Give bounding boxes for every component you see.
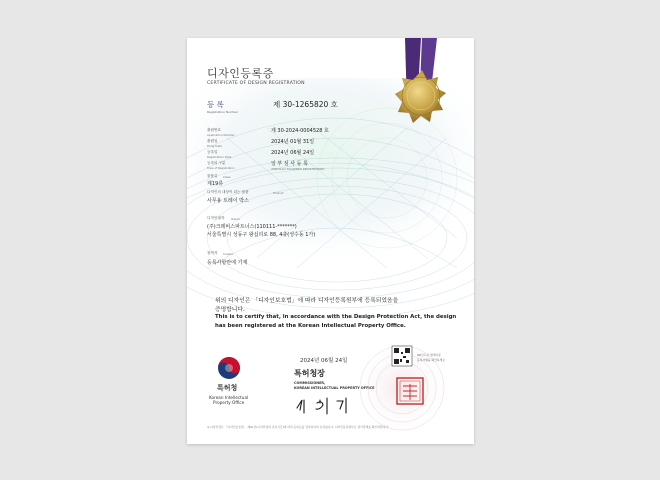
kipo-logo-en-line-1: Korean Intellectual (209, 395, 249, 400)
owner-name: (주)크레비스파트너스(110111-*******) (207, 224, 297, 230)
application-number: 제 30-2024-0004528 호 (271, 128, 329, 134)
creator-label: 창작자 (207, 251, 218, 255)
registration-label-en: Registration Number (207, 110, 239, 114)
issuer-title: 특허청장 (294, 369, 325, 378)
owner-label: 디자인권자 (207, 216, 225, 220)
registration-type-label-en: Type of Registration (207, 166, 235, 170)
application-number-label-en: Application Number (207, 133, 235, 137)
registration-date: 2024년 06월 24일 (271, 150, 315, 156)
owner-label-en: Owner (231, 217, 241, 221)
issuer-title-en-line-1: COMMISSIONER, (294, 381, 326, 385)
kipo-logo-emblem (218, 357, 240, 379)
statement-ko-line-1: 위의 디자인은 「디자인보호법」에 따라 디자인등록원부에 등록되었음을 (215, 298, 399, 304)
footer-note: ※ 디자인권은 「디자인보호법」 제91조(디자인권의 존속기간)에 따라 등록료를 납부하여야 유지됩니다. 디자인등록원부로 권리관계를 확인바랍니다. (207, 425, 389, 429)
statement-en-line-1: This is to certify that, in accordance with the Design Protection Act, the design (215, 314, 457, 320)
design-certificate (187, 38, 474, 444)
issue-date: 2024년 06월 24일 (300, 358, 348, 364)
statement-en-line-2: has been registered at the Korean Intellectual Property Office. (215, 323, 406, 329)
registration-number: 제 30-1265820 호 (273, 100, 338, 109)
registration-date-label-en: Registration Date (207, 155, 232, 159)
registration-type: 일 부 심 사 등 록 (271, 161, 308, 167)
class-value: 제19류 (207, 181, 224, 187)
registration-date-label: 등록일 (207, 150, 218, 154)
filing-date-label-en: Filing Date (207, 144, 222, 148)
issuer-title-en-line-2: KOREAN INTELLECTUAL PROPERTY OFFICE (294, 386, 375, 390)
qr-note-line-1: QR코드로 현재기준 (417, 353, 441, 357)
registration-label: 등 록 (207, 100, 224, 109)
certificate-subtitle: CERTIFICATE OF DESIGN REGISTRATION (207, 81, 305, 86)
creator-label-en: Creator (223, 252, 234, 256)
certificate-title: 디자인등록증 (207, 67, 274, 80)
filing-date-label: 출원일 (207, 139, 218, 143)
class-label-en: Class (223, 175, 231, 179)
registration-type-label: 등록의 구분 (207, 161, 226, 165)
product-label-en: Product (273, 191, 284, 195)
class-label: 물품류 (207, 174, 218, 178)
owner-address: 서울특별시 성동구 왕십리로 88, 4층(성수동 1가) (207, 232, 316, 238)
qr-code (392, 346, 412, 366)
registration-type-en: (PARTIALLY EXAMINED REGISTRATION) (271, 167, 325, 171)
qr-note-line-2: 등록사항을 확인하세요 (417, 358, 445, 362)
signature-mark (297, 398, 346, 414)
product-label: 디자인의 대상이 되는 물품 (207, 190, 249, 194)
product-value: 사무용 트레이 박스 (207, 198, 249, 204)
kipo-logo-text: 특허청 (217, 384, 238, 392)
kipo-logo-en-line-2: Property Office (213, 400, 245, 405)
application-number-label: 출원번호 (207, 128, 221, 132)
statement-ko-line-2: 증명합니다. (215, 307, 245, 313)
filing-date: 2024년 01월 31일 (271, 139, 315, 145)
creator-value: 등록사항란에 기재 (207, 260, 248, 266)
